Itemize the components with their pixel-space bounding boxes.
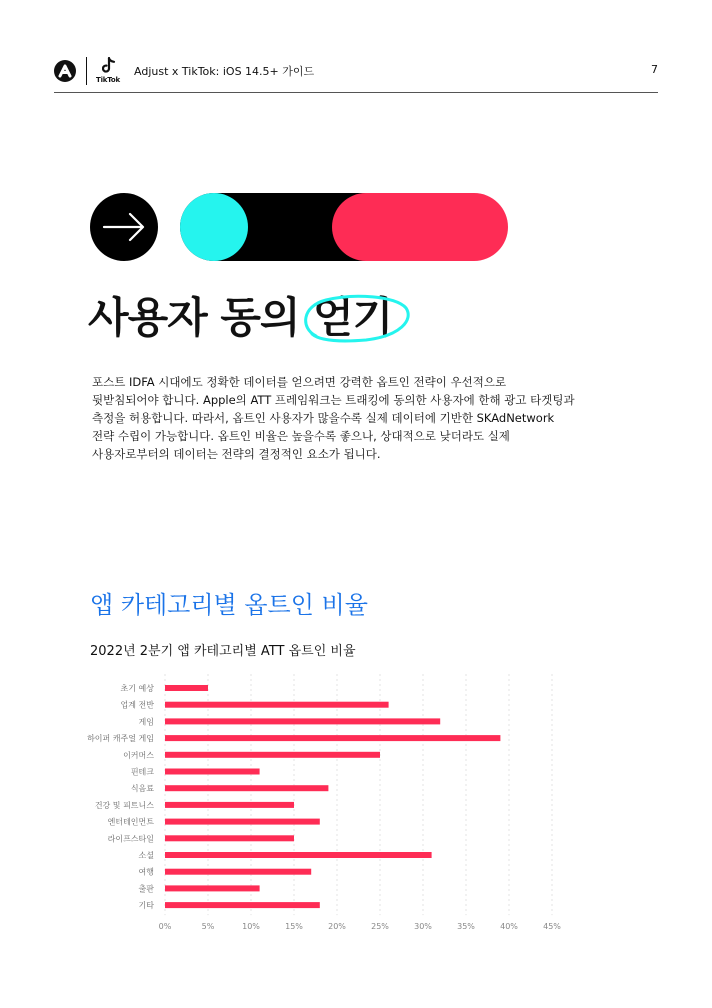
category-label: 건강 및 피트니스 bbox=[94, 800, 154, 810]
x-tick-label: 40% bbox=[500, 922, 518, 932]
document-title: Adjust x TikTok: iOS 14.5+ 가이드 bbox=[134, 65, 315, 78]
category-label: 라이프스타일 bbox=[107, 834, 154, 844]
bar bbox=[165, 702, 389, 708]
section-title: 앱 카테고리별 옵트인 비율 bbox=[90, 591, 368, 619]
category-label: 업계 전반 bbox=[120, 700, 154, 710]
bar bbox=[165, 885, 260, 891]
arrow-right-icon bbox=[90, 193, 158, 261]
x-tick-label: 5% bbox=[201, 922, 215, 932]
intro-paragraph: 포스트 IDFA 시대에도 정확한 데이터를 얻으려면 강력한 옵트인 전략이 우선적으로 뒷받침되어야 합니다. Apple의 ATT 프레임워크는 트래킹에 동의한 사용자에 한해 광고 타겟팅과 측정을 허용합니다. 따라서, 옵트인 사용자가 많을수록 실제 데이터에 기반한 SKAdNetwork 전략 수립이 가능합니다. 옵트인 비율은 높을수록 좋으나, 상대적으로 낮더라도 실제 사용자로부터의 데이터는 전략의 결정적인 요소가 됩니다. bbox=[92, 375, 575, 461]
arrow-circle bbox=[90, 193, 158, 261]
bar-chart bbox=[0, 670, 712, 940]
bar bbox=[165, 819, 320, 825]
category-label: 초기 예상 bbox=[120, 684, 154, 693]
x-tick-label: 20% bbox=[328, 922, 346, 932]
header-rule bbox=[54, 92, 658, 93]
toggle-red-segment bbox=[332, 193, 508, 261]
bar bbox=[165, 785, 328, 791]
category-label: 핀테크 bbox=[130, 767, 154, 777]
category-label: 이커머스 bbox=[123, 750, 154, 760]
x-tick-label: 10% bbox=[242, 922, 260, 932]
x-tick-label: 0% bbox=[158, 922, 172, 932]
x-tick-label: 35% bbox=[457, 922, 475, 932]
x-tick-label: 30% bbox=[414, 922, 432, 932]
tiktok-logo bbox=[96, 57, 122, 87]
page-number: 7 bbox=[651, 63, 658, 76]
bar bbox=[165, 685, 208, 691]
category-label: 기타 bbox=[138, 901, 154, 911]
category-label: 게임 bbox=[138, 717, 154, 727]
toggle-cyan-knob bbox=[180, 193, 248, 261]
category-label: 출판 bbox=[138, 884, 154, 894]
tiktok-wordmark: TikTok bbox=[96, 76, 120, 84]
category-label: 엔터테인먼트 bbox=[107, 817, 154, 827]
bar bbox=[165, 852, 432, 858]
bar bbox=[165, 752, 380, 758]
header-divider bbox=[86, 57, 87, 85]
heading-highlight: 얻기 bbox=[313, 293, 393, 342]
bar bbox=[165, 869, 311, 875]
bar bbox=[165, 735, 500, 741]
category-label: 소셜 bbox=[138, 851, 154, 860]
bar bbox=[165, 835, 294, 841]
x-tick-label: 15% bbox=[285, 922, 303, 932]
page-header bbox=[54, 57, 658, 93]
x-tick-label: 25% bbox=[371, 922, 389, 932]
tiktok-note-icon bbox=[102, 57, 116, 74]
category-label: 여행 bbox=[138, 867, 154, 877]
category-label: 하이퍼 캐주얼 게임 bbox=[87, 734, 154, 744]
chart-title: 2022년 2분기 앱 카테고리별 ATT 옵트인 비율 bbox=[90, 644, 356, 659]
category-label: 식음료 bbox=[130, 784, 154, 794]
bar bbox=[165, 802, 294, 808]
bar bbox=[165, 718, 440, 724]
highlight-ring bbox=[296, 292, 416, 348]
bar bbox=[165, 769, 260, 775]
x-tick-label: 45% bbox=[543, 922, 561, 932]
bar bbox=[165, 902, 320, 908]
heading-text: 사용자 동의 bbox=[88, 293, 314, 342]
adjust-logo-icon bbox=[54, 60, 76, 82]
